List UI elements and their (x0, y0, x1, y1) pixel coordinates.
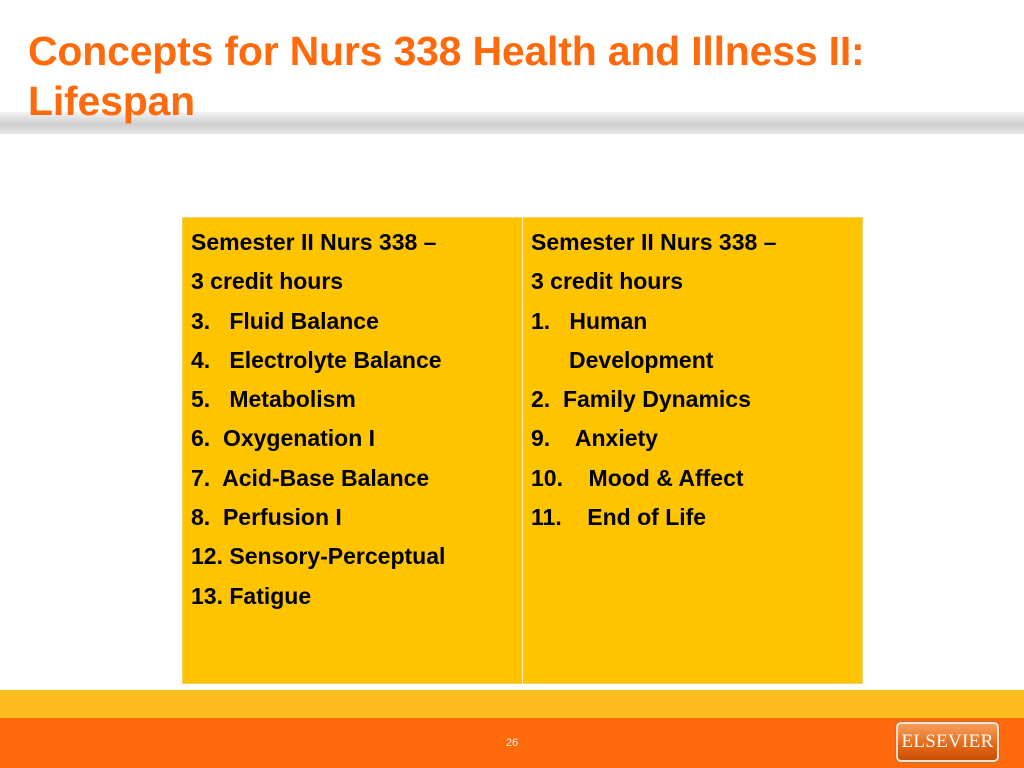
left-list-item: 8. Perfusion I (191, 504, 342, 531)
left-list-item: 6. Oxygenation I (191, 425, 376, 452)
left-heading-line-1: Semester II Nurs 338 – (191, 229, 437, 255)
slide-title-line-1: Concepts for Nurs 338 Health and Illness II: (28, 28, 865, 74)
page-number: 26 (505, 737, 519, 749)
table-row (183, 218, 863, 684)
left-list-item: 12. Sensory-Perceptual (191, 543, 446, 570)
left-list-item: 4. Electrolyte Balance (191, 346, 442, 373)
left-list-item: 7. Acid-Base Balance (191, 464, 430, 491)
left-list-item: 5. Metabolism (191, 386, 356, 413)
left-list-item: 3. Fluid Balance (191, 307, 379, 334)
right-list-item: 1. Human (531, 307, 648, 334)
right-heading-line-1: Semester II Nurs 338 – (531, 229, 777, 255)
left-column-cell (183, 218, 523, 684)
right-list-item: 2. Family Dynamics (531, 386, 751, 413)
right-list-item: 10. Mood & Affect (531, 464, 744, 491)
footer-band-top (0, 690, 1024, 718)
elsevier-logo: ELSEVIER (896, 722, 999, 762)
left-heading-line-2: 3 credit hours (191, 268, 344, 295)
right-column-cell (523, 218, 863, 684)
slide-title (28, 26, 1008, 126)
left-list-item: 13. Fatigue (191, 582, 312, 609)
right-list-item-continuation: Development (569, 346, 714, 373)
slide-title-line-2: Lifespan (28, 78, 195, 124)
right-heading-line-2: 3 credit hours (531, 268, 684, 295)
right-list-item: 11. End of Life (531, 504, 707, 531)
right-list-item: 9. Anxiety (531, 425, 658, 452)
concepts-table (182, 217, 863, 684)
